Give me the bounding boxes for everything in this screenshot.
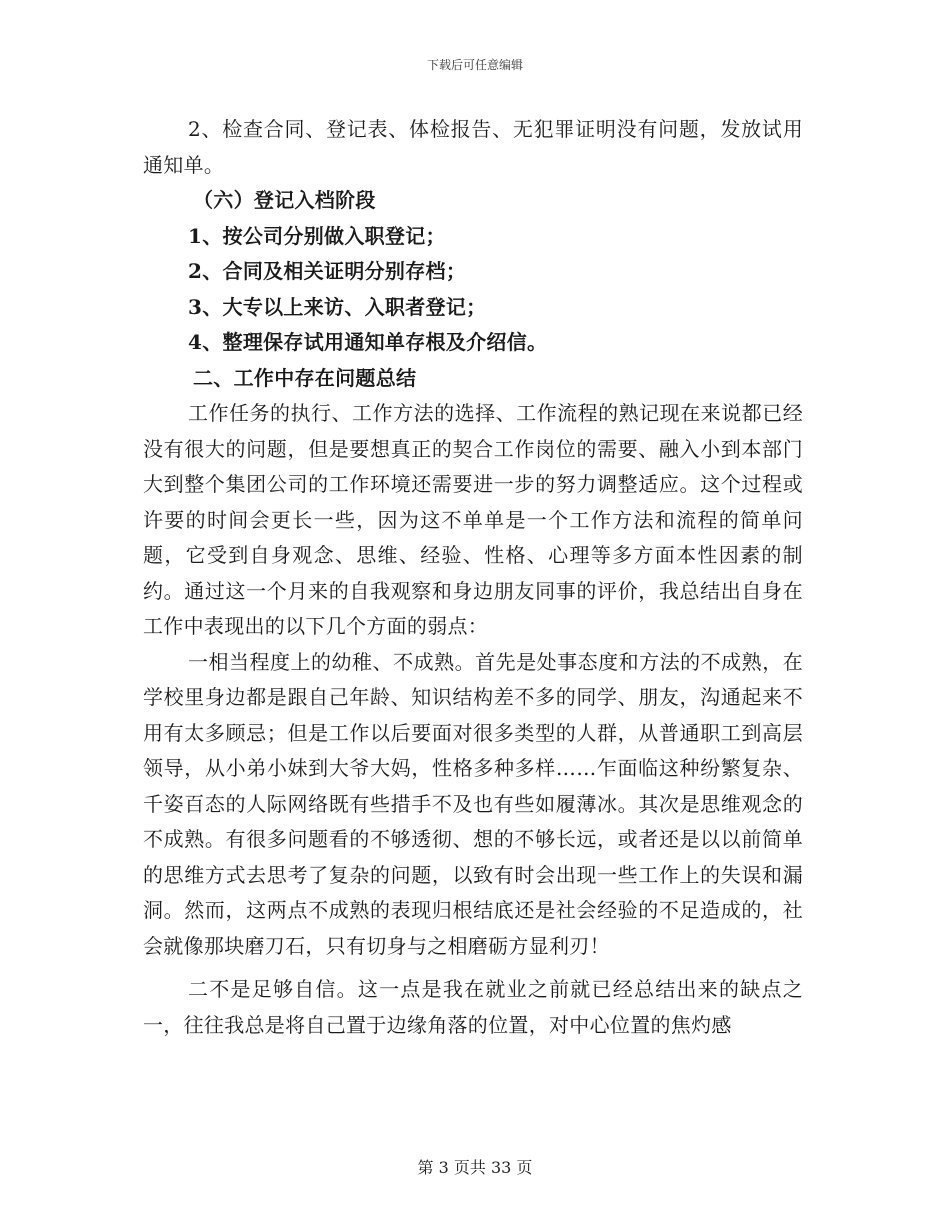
list-item-1: 1、按公司分别做入职登记； xyxy=(188,223,446,248)
page-header: 下载后可任意编辑 xyxy=(426,58,523,72)
section-heading-problems: 二、工作中存在问题总结 xyxy=(193,365,417,390)
paragraph-check-docs: 2、检查合同、登记表、体检报告、无犯罪证明没有问题，发放试用通知单。 xyxy=(143,117,803,177)
paragraph-immaturity: 一相当程度上的幼稚、不成熟。首先是处事态度和方法的不成熟，在学校里身边都是跟自己年龄、知识结构差不多的同学、朋友，沟通起来不用有太多顾忌；但是工作以后要面对很多类型的人群，从普通职工到高层领导，从小弟小妹到大爷大妈，性格多种多样……乍面临这种纷繁复杂、千姿百态的人际网络既有些措手不及也有些如履薄冰。其次是思维观念的不成熟。有很多问题看的不够透彻、想的不够长远，或者还是以以前简单的思维方式去思考了复杂的问题，以致有时会出现一些工作上的失误和漏洞。然而，这两点不成熟的表现归根结底还是社会经验的不足造成的，社会就像那块磨刀石，只有切身与之相磨砺方显利刃！ xyxy=(143,649,803,958)
paragraph-confidence: 二不是足够自信。这一点是我在就业之前就已经总结出来的缺点之一，往往我总是将自己置于边缘角落的位置，对中心位置的焦灼感 xyxy=(143,977,803,1037)
section-heading-registration: （六）登记入档阶段 xyxy=(193,188,376,212)
document-body xyxy=(143,112,803,1043)
paragraph-intro: 工作任务的执行、工作方法的选择、工作流程的熟记现在来说都已经没有很大的问题，但是要想真正的契合工作岗位的需要、融入小到本部门大到整个集团公司的工作环境还需要进一步的努力调整适应。这个过程或许要的时间会更长一些，因为这不单单是一个工作方法和流程的简单问题，它受到自身观念、思维、经验、性格、心理等多方面本性因素的制约。通过这一个月来的自我观察和身边朋友同事的评价，我总结出自身在工作中表现出的以下几个方面的弱点： xyxy=(143,401,803,638)
list-item-4: 4、整理保存试用通知单存根及介绍信。 xyxy=(188,330,548,354)
page-footer: 第 3 页共 33 页 xyxy=(417,1158,533,1177)
list-item-2: 2、合同及相关证明分别存档； xyxy=(188,259,467,283)
list-item-3: 3、大专以上来访、入职者登记； xyxy=(188,294,487,319)
